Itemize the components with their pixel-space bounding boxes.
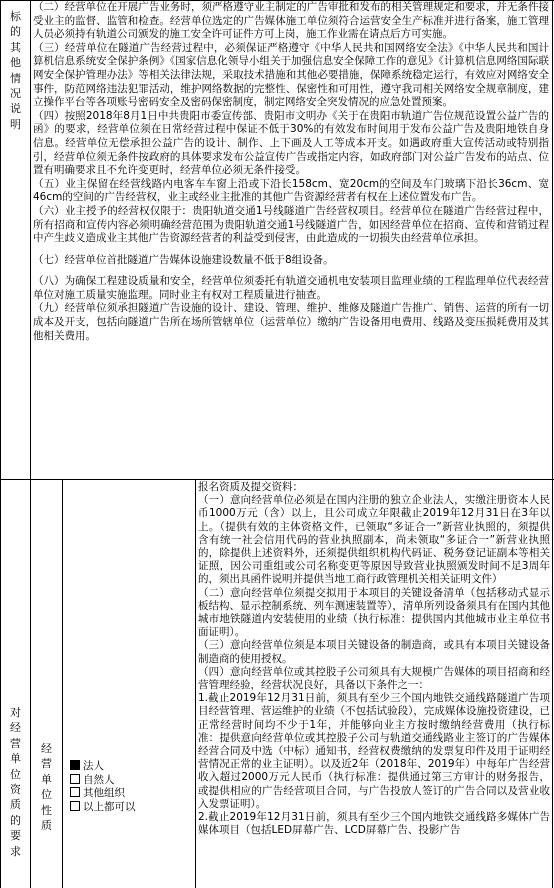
paragraph-8: （八）为确保工程建设质量和安全，经营单位须委托有轨道交通机电安装项目监理业绩的工程监理单位代表经营单位对施工质量实施监理。同时业主有权对工程质量进行抽查。 [33, 275, 549, 301]
entity-type-label: 经营单位性质 [41, 742, 52, 833]
option-other-organization[interactable]: 其他组织 [70, 787, 192, 801]
option-legal-person[interactable]: 法人 [70, 760, 192, 774]
qualification-heading: 报名资质及提交资料： [198, 481, 303, 493]
requirement-1: （一）意向经营单位必须是在国内注册的独立企业法人，实缴注册资本人民币1000万元（含）以上，且公司成立年限截止2019年12月31日在3年以上。（提供有效的主体资格文件，已领取“多证合一”新营业执照的，须提供含有统一社会信用代码的营业执照副本，尚未领取“多证合一”新营业执照的，除提供上述资料外，还须提供组织机构代码证、税务登记证副本等相关证照，因公司重组或公司名称变更等原因导致营业执照颁发时间不足3周年的，须出具函件说明并提供当地工商行政管理机关相关证明文件） [198, 494, 550, 586]
paragraph-4: （四）按照2018年8月1日中共贵阳市委宣传部、贵阳市文明办《关于在贵阳市轨道广告位规范设置公益广告的函》的要求，经营单位须在日常经营过程中保证不低于30%的有效发布时间用于发布公益广告及贵阳地铁自身信息。经营单位无偿承担公益广告的设计、制作、上下画及人工等成本开支。如遇政府重大宣传活动或特别指引，经营单位须无条件按政府的具体要求发布公益宣传广告或指定内容，如政府部门对公益广告发布的站点、位置有明确要求且不允许变更时，经营单位必须无条件接受。 [33, 109, 549, 177]
qualification-content [198, 481, 550, 888]
requirement-4-condition-2: 2.截止2019年12月31日前，须具有至少三个国内地铁交通线路多媒体广告媒体项目（包括LED屏幕广告、LCD屏幕广告、投影广告 [198, 811, 550, 837]
entity-type-options [70, 760, 192, 814]
option-natural-person[interactable]: 自然人 [70, 774, 192, 788]
requirement-4: （四）意向经营单位或其控股子公司须具有大规模广告媒体的项目招商和经营管理经验，经营状况良好，具备以下条件之一： [198, 665, 550, 692]
paragraph-5: （五）业主保留在经营线路内电客车车窗上沿或下沿长158cm、宽20cm的空间及车门玻璃下沿长36cm、宽46cm的空间的广告经营权，业主或经业主批准的其他广告资源经营者有权在上述位置发布广告。 [33, 177, 549, 204]
section-divider [0, 479, 554, 480]
requirement-3: （三）意向经营单位须是本项目关键设备的制造商，或具有本项目关键设备制造商的使用授权。 [198, 639, 550, 665]
table-border-right [552, 0, 553, 888]
sublabel-column-divider [62, 479, 63, 888]
other-info-label: 标的其他情况说明 [10, 10, 21, 131]
requirement-2: （二）意向经营单位须提交拟用于本项目的关键设备清单（包括移动式显示板结构、显示控制系统、列车测速装置等），清单所列设备须具有在国内其他城市地铁隧道内安装使用的业绩（执行标准：提供国内其他城市业主单位书面证明）。 [198, 586, 550, 639]
paragraph-6: （六）业主授予的经营权仅限于：贵阳轨道交通1号线隧道广告经营权项目。经营单位在隧道广告经营过程中，所有招商和宣传内容必须明确经营范围为贵阳轨道交通1号线隧道广告，如因经营单位在招商、宣传和营销过程中产生歧义造成业主其他广告资源经营者的利益受到侵害，由此造成的一切损失由经营单位承担。 [33, 204, 549, 245]
checked-box-icon [70, 760, 80, 770]
checkbox-icon [70, 774, 80, 784]
option-all-acceptable[interactable]: 以上都可以 [70, 801, 192, 815]
checkbox-icon [70, 801, 80, 811]
paragraph-2: （二）经营单位在开展广告业务时，须严格遵守业主制定的广告审批和发布的相关管理规定和要求，并无条件接受业主的监督、监管和检查。经营单位选定的广告媒体施工单位须符合运营安全生产标准并进行备案，施工管理人员必须持有轨道公司颁发的施工安全许可证件方可上岗，施工作业需在请点后方可实施。 [33, 1, 549, 41]
options-column-divider [195, 479, 196, 888]
paragraph-3: （三）经营单位在隧道广告经营过程中，必须保证严格遵守《中华人民共和国网络安全法》《中华人民共和国计算机信息系统安全保护条例》《国家信息化领导小组关于加强信息安全保障工作的意见》《计算机信息网络国际联网安全保护管理办法》等相关法律法规，采取技术措施和其他必要措施，保障系统稳定运行，有效应对网络安全事件，防范网络违法犯罪活动，维护网络数据的完整性、保密性和可用性，遵守我司相关网络安全规章制度，建立操作平台等各项账号密码安全及密码保密制度，制定网络安全突发情况的应急处置预案。 [33, 41, 549, 109]
paragraph-9: （九）经营单位须承担隧道广告设施的设计、建设、管理、维护、维修及隧道广告推广、销售、运营的所有一切成本及开支，包括向隧道广告所在场所管辖单位（运营单位）缴纳广告设备用电费用、线路及变压损耗费用及其他相关费用。 [33, 302, 549, 342]
requirement-4-condition-1: 1.截止2019年12月31日前，须具有至少三个国内地铁交通线路隧道广告项目经营管理、营运维护的业绩（不包括试验段），完成媒体设施投资建设，已正常经营时间均不少于1年，并能够向业主方按时缴纳经营费用（执行标准：提供意向经营单位或其控股子公司与轨道交通线路业主签订的广告媒体经营合同及中选（中标）通知书，经营权费缴纳的发票复印件及用于证明经营情况正常的业主证明）。以及近2年（2018年、2019年）中每年广告经营收入超过2000万元人民币（执行标准：提供通过第三方审计的财务报告，或提供相应的广告经营项目合同，与广告投放人签订的广告合同以及营业收入发票证明）。 [198, 692, 550, 810]
qualification-requirements-label: 对经营单位资质的要求 [10, 706, 21, 858]
paragraph-7: （七）经营单位首批隧道广告媒体设施建设数量不低于8组设备。 [33, 253, 334, 266]
checkbox-icon [70, 787, 80, 797]
other-info-content [33, 1, 549, 478]
